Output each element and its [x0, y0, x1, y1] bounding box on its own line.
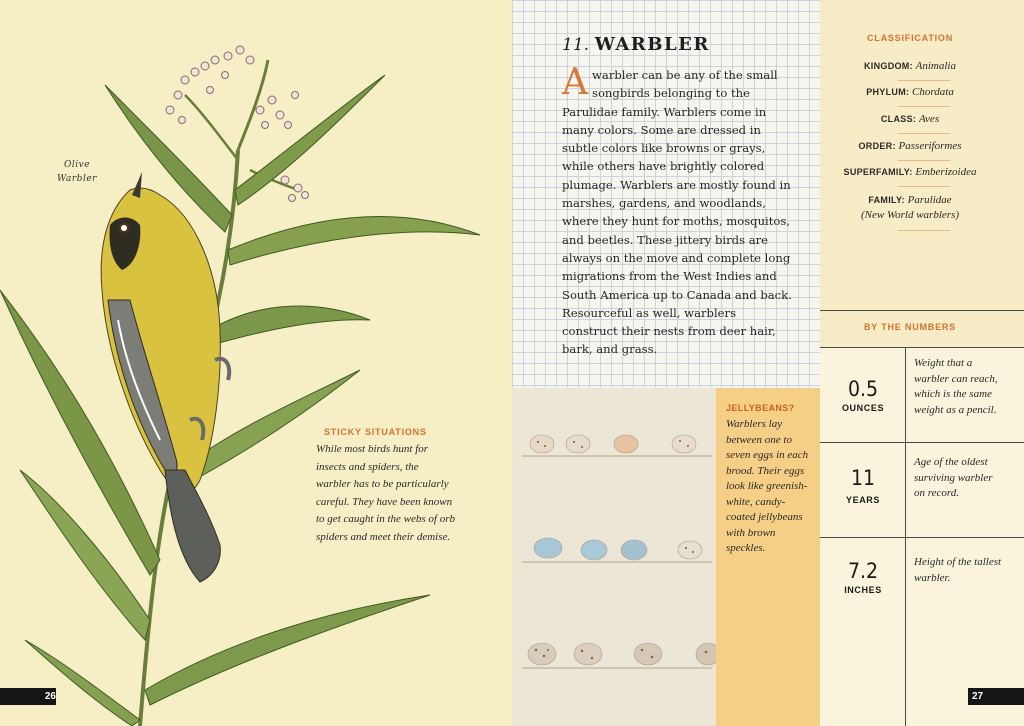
- page-number-left: [0, 688, 56, 705]
- illustration-label: [42, 158, 112, 186]
- article-title: [562, 34, 710, 55]
- classification-key: ORDER:: [858, 141, 896, 151]
- page-number-right: [968, 688, 1024, 705]
- stat-value: 11: [850, 466, 876, 490]
- classification-value: Chordata: [912, 86, 954, 98]
- classification-order: [840, 139, 980, 154]
- article-body-text: warbler can be any of the small songbirds belonging to the Parulidae family. Warblers come in many colors. Some are dressed in subtle colors like browns or grays, while others have brightly colored plumage. Warblers are mostly found in marshes, gardens, and woodlands, where they hunt for moths, mosquitos, and beetles. These jittery birds are always on the move and complete long migrations from the West Indies and South America up to Canada and back. Resourceful as well, warblers construct their nests from deer hair, bark, and grass.: [562, 68, 792, 357]
- classification-divider: [898, 80, 950, 81]
- classification-heading: CLASSIFICATION: [866, 33, 954, 43]
- illustration-label-line-1: Olive: [63, 160, 91, 170]
- classification-phylum: [840, 85, 980, 100]
- jellybeans-body: Warblers lay between one to seven eggs in each brood. Their eggs look like greenish-white, candy-coated jellybeans with brown speckles.: [726, 418, 809, 554]
- stat-value: 0.5: [847, 377, 879, 401]
- classification-kingdom: [840, 59, 980, 74]
- classification-key: KINGDOM:: [864, 61, 913, 71]
- classification-family: [840, 193, 980, 223]
- classification-key: SUPERFAMILY:: [843, 167, 913, 177]
- page-number-right-text: 27: [972, 691, 984, 702]
- stat-unit: YEARS: [845, 495, 880, 505]
- stat-value: 7.2: [847, 559, 879, 583]
- classification-key: FAMILY:: [868, 195, 905, 205]
- classification-divider: [898, 133, 950, 134]
- page-number-left-text: 26: [44, 691, 56, 702]
- classification-divider: [898, 186, 950, 187]
- classification-value: Passeriformes: [898, 140, 962, 152]
- classification-value-note: (New World warblers): [861, 209, 959, 221]
- classification-key: PHYLUM:: [866, 87, 910, 97]
- classification-key: CLASS:: [880, 114, 917, 124]
- sticky-situations-heading: STICKY SITUATIONS: [324, 427, 427, 437]
- stat-description: Height of the tallest warbler.: [914, 556, 1002, 584]
- classification-class: [840, 112, 980, 127]
- stat-unit: INCHES: [844, 585, 882, 595]
- table-row-rule: [820, 442, 1024, 443]
- article-title-text: WARBLER: [594, 34, 710, 55]
- stat-unit: OUNCES: [841, 403, 885, 413]
- illustration-label-line-2: Warbler: [57, 174, 97, 184]
- table-row-rule: [820, 537, 1024, 538]
- drop-cap: A: [562, 62, 588, 103]
- classification-divider: [898, 230, 950, 231]
- stat-description: Age of the oldest surviving warbler on record.: [914, 456, 993, 499]
- article-number: 11.: [562, 35, 590, 55]
- table-top-rule: [820, 310, 1024, 311]
- eggs-illustration: [512, 388, 716, 726]
- by-the-numbers-heading: BY THE NUMBERS: [863, 322, 957, 332]
- article-body: [562, 62, 794, 359]
- table-header-rule: [820, 347, 1024, 348]
- stat-description: Weight that a warbler can reach, which is the same weight as a pencil.: [914, 357, 998, 416]
- classification-value: Animalia: [915, 60, 956, 72]
- sticky-situations-body: While most birds hunt for insects and spiders, the warbler has to be particularly careful. They have been known to get caught in the webs of orb spiders and meet their demise.: [316, 443, 456, 543]
- eggs-illustration-panel: [512, 388, 716, 726]
- classification-value: Aves: [918, 113, 940, 125]
- classification-value: Parulidae: [907, 194, 952, 206]
- classification-value: Emberizoidea: [915, 166, 977, 178]
- jellybeans-heading: JELLYBEANS?: [726, 403, 795, 413]
- classification-divider: [898, 106, 950, 107]
- classification-superfamily: [840, 165, 980, 180]
- classification-divider: [898, 160, 950, 161]
